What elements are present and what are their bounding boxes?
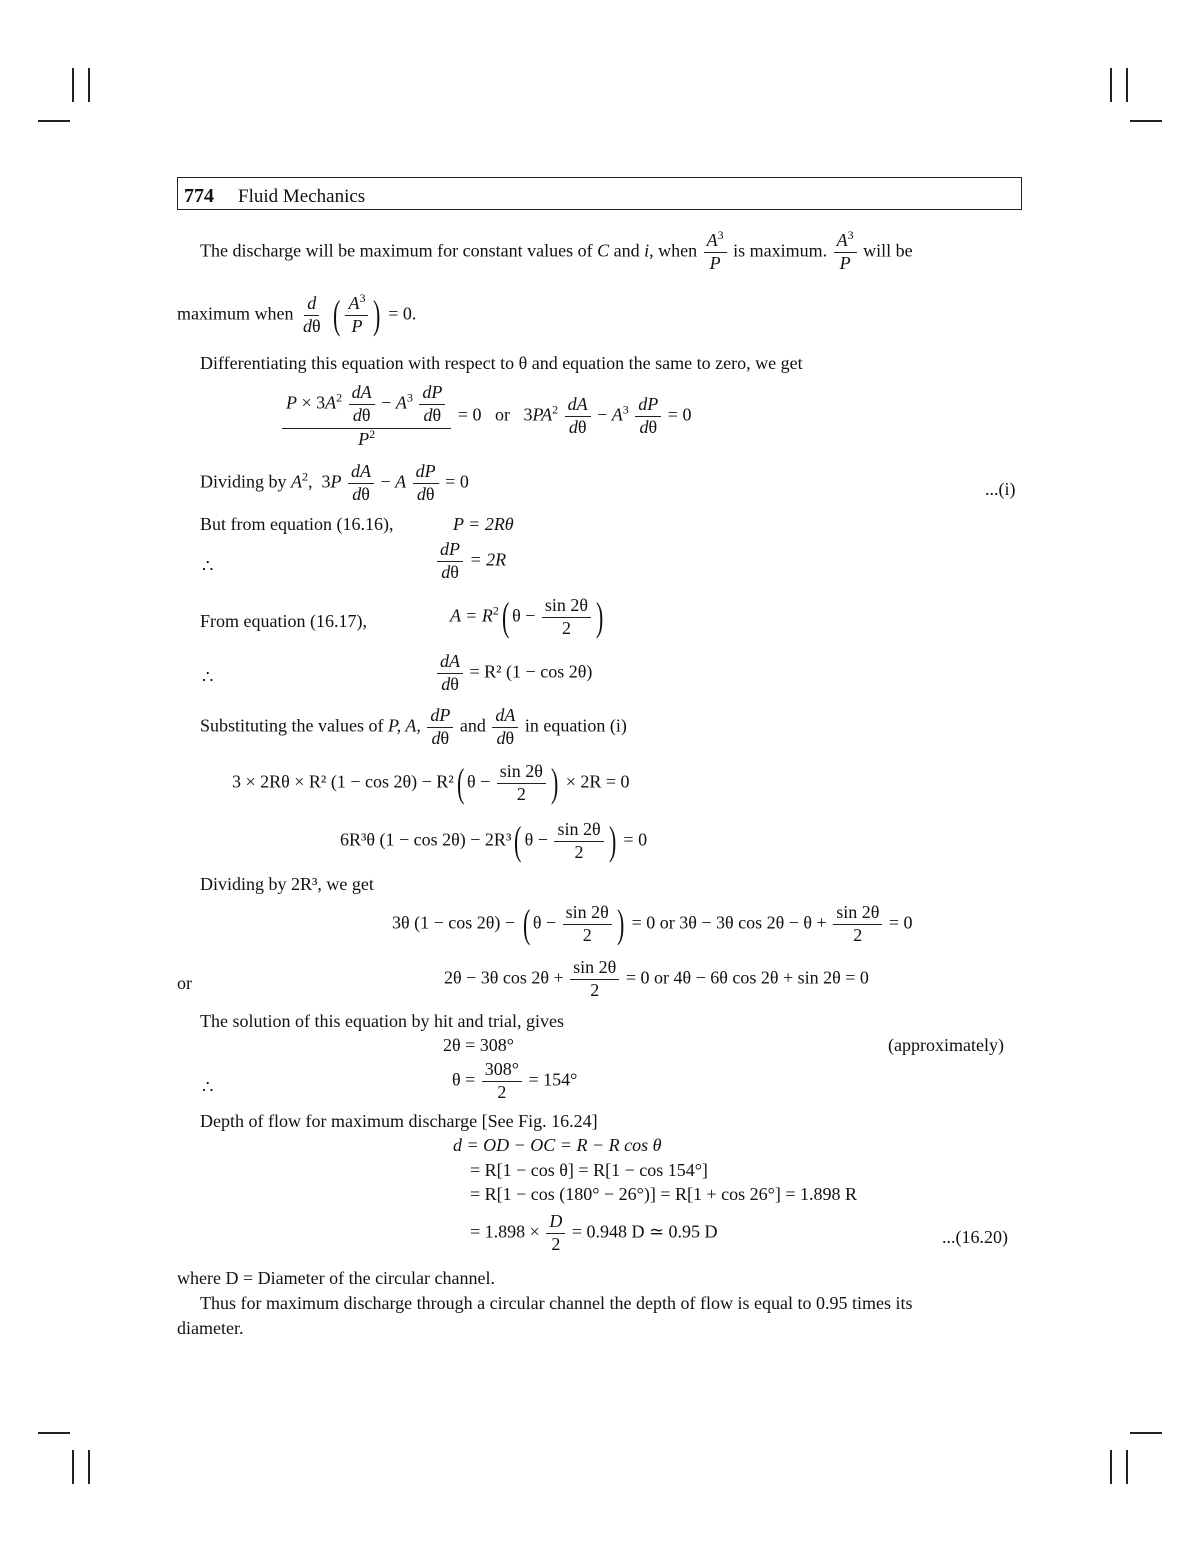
theta-value: θ = $\frac{308^\circ}{2}$ = 154°: [452, 1059, 578, 1102]
thus-paragraph-line2: diameter.: [177, 1318, 244, 1338]
but-from-equation: But from equation (16.16),: [200, 514, 394, 534]
crop-mark: [88, 68, 90, 102]
running-head: Fluid Mechanics: [238, 186, 366, 207]
equation-i: Dividing by $A^2$, 3P $\frac{dA}{d\theta}$ − A $\frac{dP}{d\theta}$ = 0: [200, 461, 469, 504]
substituted-equation-1: 3 × 2Rθ × R² (1 − cos 2θ) − R²( θ − $\frac{\sin 2\theta}{2}$ ) × 2R = 0: [232, 760, 630, 806]
thus-paragraph-line1: Thus for maximum discharge through a circular channel the depth of flow is equal to 0.95 times its: [200, 1293, 913, 1313]
two-theta-value: 2θ = 308°: [443, 1035, 514, 1055]
substituted-equation-2: 6R³θ (1 − cos 2θ) − 2R³( θ − $\frac{\sin 2\theta}{2}$ ) = 0: [340, 818, 648, 864]
dividing-by-2R3: Dividing by 2R³, we get: [200, 874, 374, 894]
depth-of-flow: Depth of flow for maximum discharge [See Fig. 16.24]: [200, 1111, 598, 1131]
crop-mark: [1110, 68, 1112, 102]
crop-mark: [38, 1432, 70, 1434]
crop-mark: [38, 120, 70, 122]
solution-text: The solution of this equation by hit and trial, gives: [200, 1011, 564, 1031]
equation-label-i: ...(i): [985, 479, 1016, 499]
therefore-symbol: ∴: [202, 1077, 214, 1097]
depth-line-2: = R[1 − cos θ] = R[1 − cos 154°]: [470, 1160, 708, 1180]
where-text: where D = Diameter of the circular channel.: [177, 1268, 495, 1288]
or-label: or: [177, 973, 192, 993]
crop-mark: [72, 68, 74, 102]
substituting-values: Substituting the values of P, A, $\frac{dP}{d\theta}$ and $\frac{dA}{d\theta}$ in equation (i): [200, 705, 627, 748]
page-header: [177, 177, 1022, 210]
approximately-label: (approximately): [888, 1035, 1004, 1055]
depth-line-1: d = OD − OC = R − R cos θ: [453, 1135, 662, 1155]
depth-line-4: = 1.898 × $\frac{D}{2}$ = 0.948 D ≃ 0.95 D: [470, 1211, 718, 1254]
A-equation: $A = R^2$( θ − $\frac{\sin 2\theta}{2}$ ): [450, 594, 604, 640]
equation-label-1620: ...(16.20): [942, 1227, 1008, 1247]
crop-mark: [1110, 1450, 1112, 1484]
para-differentiating: Differentiating this equation with respect to θ and equation the same to zero, we get: [200, 353, 803, 373]
crop-mark: [1126, 68, 1128, 102]
from-equation-1617: From equation (16.17),: [200, 611, 367, 631]
dA-dtheta-equation: $\frac{dA}{d\theta}$ = R² (1 − cos 2θ): [435, 652, 592, 695]
therefore-symbol: ∴: [202, 556, 214, 576]
crop-mark: [88, 1450, 90, 1484]
dP-dtheta-equation: $\frac{dP}{d\theta}$ = 2R: [435, 540, 506, 583]
para-discharge: The discharge will be maximum for constant values of C and i, when $\frac{A^3}{P}$ is maximum. $\frac{A^3}{P}$ will be: [200, 228, 913, 273]
crop-mark: [1130, 120, 1162, 122]
para-maximum-when: maximum when $\frac{d}{d\theta}$ ( $\frac{A^3}{P}$ ) = 0.: [177, 291, 417, 338]
P-equation: P = 2Rθ: [453, 514, 514, 534]
crop-mark: [1130, 1432, 1162, 1434]
crop-mark: [1126, 1450, 1128, 1484]
crop-mark: [72, 1450, 74, 1484]
depth-line-3: = R[1 − cos (180° − 26°)] = R[1 + cos 26°] = 1.898 R: [470, 1184, 857, 1204]
therefore-symbol: ∴: [202, 667, 214, 687]
derived-equation-1: 3θ (1 − cos 2θ) − ( θ − $\frac{\sin 2\theta}{2}$ ) = 0 or 3θ − 3θ cos 2θ − θ + $\frac{\sin 2\theta}{2}$ = 0: [392, 901, 913, 947]
equation-quotient-rule: $P \times 3A^2$ $\frac{dA}{d\theta}$ − $A^3$ $\frac{dP}{d\theta}$ $P^2$ = 0 or $3PA^2$ $\frac{dA}{d\theta}$ − $A^3$ $\frac{dP}{d\theta}$ = 0: [280, 383, 691, 449]
derived-equation-2: 2θ − 3θ cos 2θ + $\frac{\sin 2\theta}{2}$ = 0 or 4θ − 6θ cos 2θ + sin 2θ = 0: [444, 957, 869, 1000]
page-number: 774: [184, 185, 214, 207]
